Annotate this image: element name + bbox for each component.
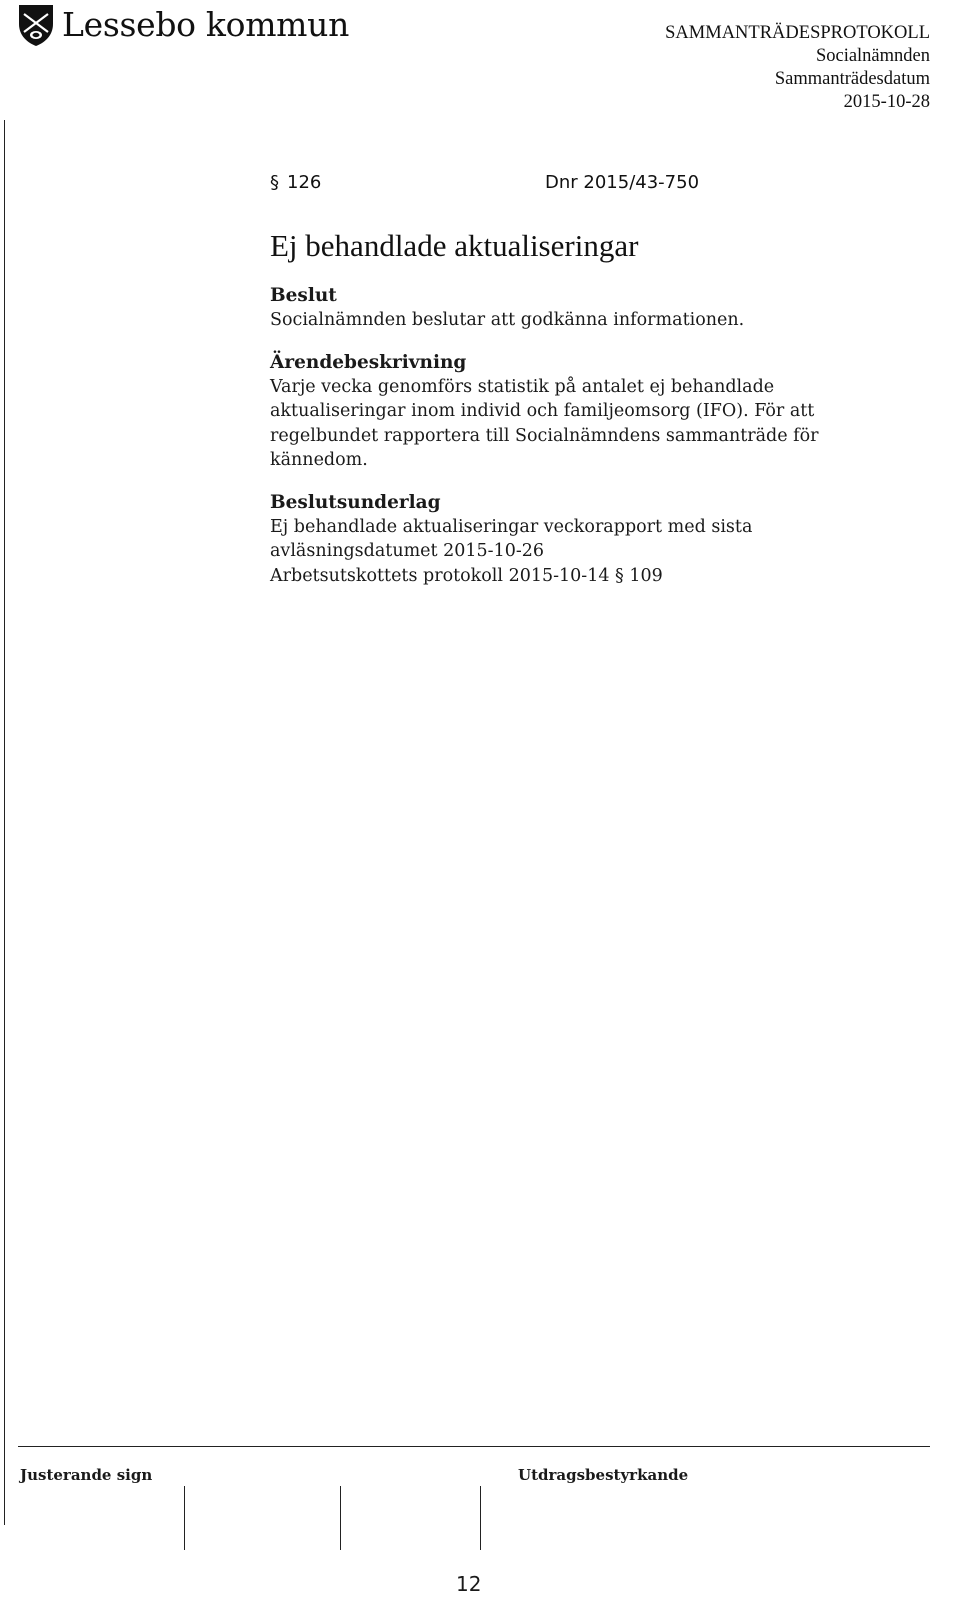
- header-info: [665, 22, 930, 114]
- left-margin-rule: [4, 120, 5, 1525]
- page-title: Ej behandlade aktualiseringar: [270, 228, 639, 263]
- justerande-sign-label: Justerande sign: [20, 1466, 153, 1484]
- block-heading: Beslut: [270, 285, 337, 306]
- date-label: Sammanträdesdatum: [774, 69, 930, 89]
- text-line: Varje vecka genomförs statistik på antalet ej behandlade: [270, 376, 775, 397]
- text-line: regelbundet rapportera till Socialnämndens sammanträde för: [270, 425, 819, 446]
- doc-type: SAMMANTRÄDESPROTOKOLL: [665, 23, 930, 43]
- coat-of-arms-icon: [16, 2, 56, 48]
- block-heading: Beslutsunderlag: [270, 491, 441, 513]
- main-content: [270, 220, 910, 606]
- section-symbol: §: [270, 172, 279, 193]
- utdragsbestyrkande-label: Utdragsbestyrkande: [518, 1466, 689, 1484]
- text-line: Ej behandlade aktualiseringar veckorapport med sista: [270, 516, 753, 537]
- signature-divider: [184, 1486, 185, 1550]
- signature-divider: [480, 1486, 481, 1550]
- section-line: [270, 172, 700, 193]
- text-line: Socialnämnden beslutar att godkänna informationen.: [270, 310, 745, 330]
- block-beslut: [270, 284, 910, 333]
- block-beslutsunderlag: [270, 491, 910, 589]
- page-number: 12: [456, 1572, 482, 1596]
- text-line: aktualiseringar inom individ och familjeomsorg (IFO). För att: [270, 401, 815, 421]
- footer-rule: [18, 1446, 930, 1447]
- org-logo: [16, 2, 349, 48]
- diary-number: Dnr 2015/43-750: [545, 172, 700, 193]
- block-arendebeskrivning: [270, 351, 910, 473]
- block-heading: Ärendebeskrivning: [270, 351, 467, 373]
- text-line: Arbetsutskottets protokoll 2015-10-14 § 109: [270, 565, 663, 586]
- block-text: [270, 515, 910, 589]
- text-line: kännedom.: [270, 450, 368, 470]
- org-name: Lessebo kommun: [62, 5, 350, 44]
- committee-name: Socialnämnden: [815, 46, 930, 66]
- block-text: [270, 375, 910, 473]
- text-line: avläsningsdatumet 2015-10-26: [270, 541, 545, 561]
- section-number: 126: [287, 172, 322, 193]
- meeting-date: 2015-10-28: [843, 92, 930, 112]
- block-text: [270, 308, 910, 333]
- signature-divider: [340, 1486, 341, 1550]
